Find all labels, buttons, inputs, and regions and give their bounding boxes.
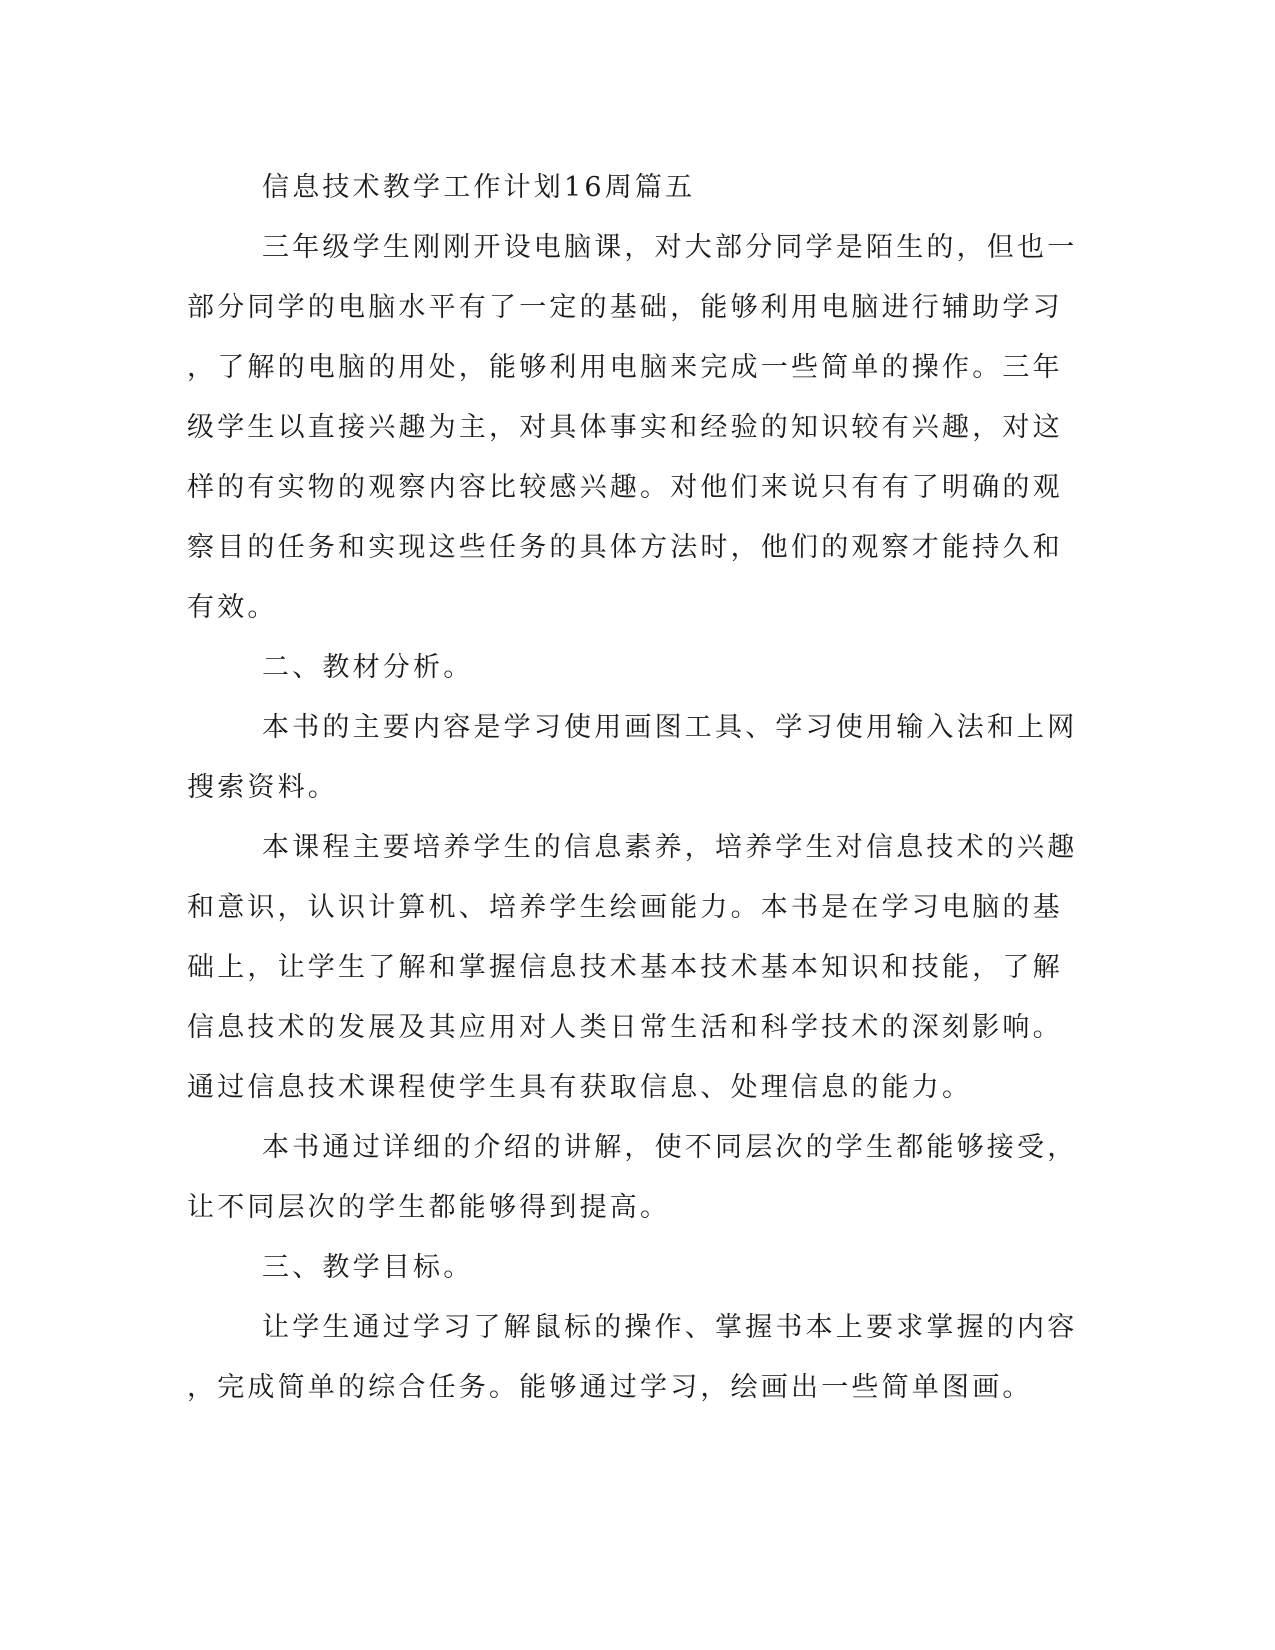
document-body (187, 158, 1087, 1418)
section-heading-teaching-objectives: 三、教学目标。 (262, 1252, 474, 1283)
paragraph-differentiated-learning: 本书通过详细的介绍的讲解，使不同层次的学生都能够接受，让不同层次的学生都能够得到提高。 (187, 1132, 1078, 1223)
paragraph-textbook-content: 本书的主要内容是学习使用画图工具、学习使用输入法和上网搜索资料。 (187, 712, 1078, 803)
document-title: 信息技术教学工作计划16周篇五 (262, 172, 696, 203)
section-heading-textbook-analysis: 二、教材分析。 (262, 652, 474, 683)
paragraph-objectives: 让学生通过学习了解鼠标的操作、掌握书本上要求掌握的内容，完成简单的综合任务。能够通过学习，绘画出一些简单图画。 (187, 1312, 1078, 1403)
paragraph-course-goals: 本课程主要培养学生的信息素养，培养学生对信息技术的兴趣和意识，认识计算机、培养学生绘画能力。本书是在学习电脑的基础上，让学生了解和掌握信息技术基本技术基本知识和技能，了解信息技术的发展及其应用对人类日常生活和科学技术的深刻影响。通过信息技术课程使学生具有获取信息、处理信息的能力。 (187, 832, 1078, 1103)
paragraph-student-analysis: 三年级学生刚刚开设电脑课，对大部分同学是陌生的，但也一部分同学的电脑水平有了一定的基础，能够利用电脑进行辅助学习，了解的电脑的用处，能够利用电脑来完成一些简单的操作。三年级学生以直接兴趣为主，对具体事实和经验的知识较有兴趣，对这样的有实物的观察内容比较感兴趣。对他们来说只有有了明确的观察目的任务和实现这些任务的具体方法时，他们的观察才能持久和有效。 (187, 232, 1078, 623)
